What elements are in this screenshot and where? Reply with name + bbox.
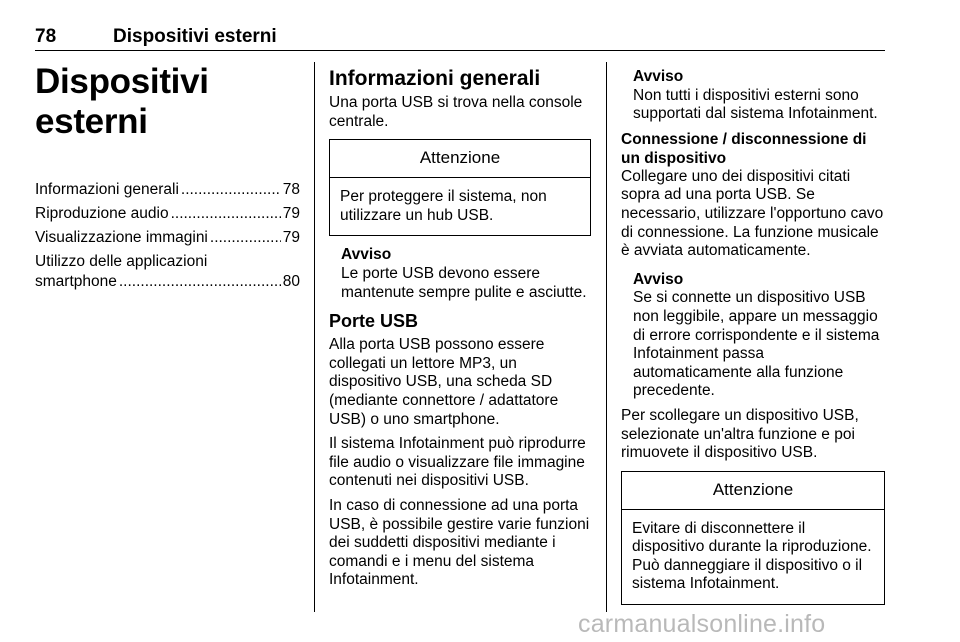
chapter-title: Dispositivi esterni xyxy=(35,62,209,141)
notice-text: Le porte USB devono essere mantenute sempre pulite e asciutte. xyxy=(341,264,587,301)
subheading-connect-disconnect: Connessione / disconnessione di un dispositivo xyxy=(621,130,867,167)
toc-entry-title: Visualizzazione immagini xyxy=(35,229,208,246)
body-paragraph: In caso di connessione ad una porta USB, è possibile gestire varie funzioni dei suddetti dispositivi mediante i comandi e i menu del sistema Infotainment. xyxy=(329,496,590,589)
toc-entry-title: Riproduzione audio xyxy=(35,205,169,222)
page-header xyxy=(35,24,885,51)
toc-leader-dots xyxy=(210,228,281,248)
notice-text: Se si connette un dispositivo USB non leggibile, appare un messaggio di errore corrispondente e il sistema Infotainment passa automaticamente alla funzione precedente. xyxy=(633,289,880,400)
toc-leader-dots xyxy=(119,272,281,292)
notice-label: Avviso xyxy=(633,68,684,85)
column-divider-2 xyxy=(606,62,607,612)
toc-entry[interactable] xyxy=(35,204,300,224)
running-title: Dispositivi esterni xyxy=(113,26,277,47)
body-paragraph: Collegare uno dei dispositivi citati sopra ad una porta USB. Se necessario, utilizzare l'opportuno cavo di connessione. La funzione musicale è avviata automaticamente. xyxy=(621,167,884,260)
body-paragraph: Alla porta USB possono essere collegati un lettore MP3, un dispositivo USB, una scheda SD (mediante connettore / adattatore USB) o uno smartphone. xyxy=(329,336,559,428)
toc-entry-page: 80 xyxy=(282,273,300,290)
warning-box xyxy=(621,471,885,605)
notice xyxy=(341,246,591,302)
subheading-usb-ports: Porte USB xyxy=(329,311,419,332)
section-heading: Informazioni generali xyxy=(329,67,541,90)
body-paragraph: Il sistema Infotainment può riprodurre file audio o visualizzare file immagine contenuti nei dispositivi USB. xyxy=(329,435,586,490)
column-divider-1 xyxy=(314,62,315,612)
toc-entry-title-line1: Utilizzo delle applicazioni xyxy=(35,253,208,270)
warning-body: Per proteggere il sistema, non utilizzare un hub USB. xyxy=(340,188,547,224)
toc-leader-dots xyxy=(171,204,281,224)
toc-entry-title: Informazioni generali xyxy=(35,181,179,198)
warning-box xyxy=(329,139,591,236)
notice xyxy=(633,271,885,401)
toc-entry-page: 79 xyxy=(282,205,300,222)
toc-entry[interactable] xyxy=(35,228,300,248)
notice-label: Avviso xyxy=(341,246,392,264)
toc-entry-page: 79 xyxy=(282,229,300,246)
body-paragraph: Per scollegare un dispositivo USB, selezionate un'altra funzione e poi rimuovete il dispositivo USB. xyxy=(621,406,859,462)
warning-body: Evitare di disconnettere il dispositivo durante la riproduzione. Può danneggiare il dispositivo o il sistema Infotainment. xyxy=(632,519,872,593)
warning-title: Attenzione xyxy=(330,140,590,178)
toc-entry-page: 78 xyxy=(282,181,300,198)
toc-entry[interactable] xyxy=(35,252,300,292)
intro-paragraph: Una porta USB si trova nella console centrale. xyxy=(329,94,583,130)
page-number: 78 xyxy=(35,26,57,47)
table-of-contents xyxy=(35,180,300,292)
watermark-text: carmanualsonline.info xyxy=(578,610,826,638)
warning-title: Attenzione xyxy=(622,472,884,510)
toc-entry[interactable] xyxy=(35,180,300,200)
column-1 xyxy=(35,62,300,292)
column-2 xyxy=(329,66,591,596)
notice-label: Avviso xyxy=(633,270,684,288)
toc-entry-title: smartphone xyxy=(35,273,117,290)
notice xyxy=(633,68,885,124)
notice-text: Non tutti i dispositivi esterni sono supportati dal sistema Infotainment. xyxy=(633,86,878,123)
toc-leader-dots xyxy=(181,180,281,200)
column-3 xyxy=(621,68,885,615)
